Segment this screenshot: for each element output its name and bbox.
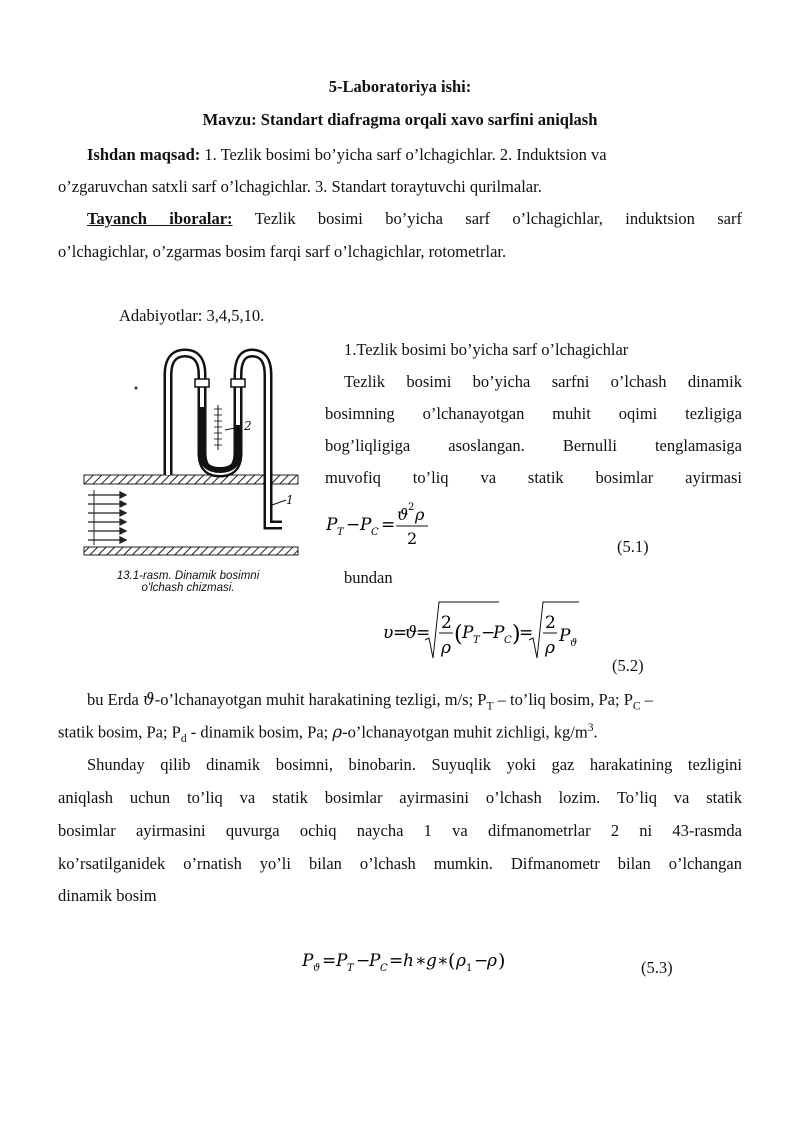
figure-label-1: 1 xyxy=(286,493,294,507)
where-text-1: -o’lchanayotgan muhit harakatining tezligi, m/s; P xyxy=(154,690,487,709)
para-line-1: Tezlik bosimi bo’yicha sarfni o’lchash dinamik xyxy=(344,372,742,391)
bundan-text: bundan xyxy=(344,568,393,587)
svg-text:=: = xyxy=(381,515,396,535)
keywords-line-2: o’lchagichlar, o’zgarmas bosim farqi sarf o’lchagichlar, rotometrlar. xyxy=(58,242,507,261)
rho-symbol: ρ xyxy=(332,722,343,742)
keywords-text-1: Tezlik bosimi bo’yicha sarf o’lchagichlar, induktsion sarf xyxy=(254,209,742,228)
svg-text:−: − xyxy=(356,951,371,971)
para2-line-1: Shunday qilib dinamik bosimni, binobarin. Suyuqlik yoki gaz harakatining tezligini xyxy=(87,755,742,774)
equation-5-2-number: (5.2) xyxy=(612,656,644,675)
svg-text:(: ( xyxy=(454,622,463,647)
svg-text:∗: ∗ xyxy=(415,951,427,971)
svg-text:ϑ: ϑ xyxy=(570,638,578,649)
svg-text:−: − xyxy=(481,623,496,643)
svg-text:=: = xyxy=(389,951,404,971)
equation-5-1-number: (5.1) xyxy=(617,537,649,556)
figure-label-2: 2 xyxy=(244,419,252,433)
svg-text:ϑ: ϑ xyxy=(397,505,409,524)
equation-5-2-graphic xyxy=(383,596,593,668)
svg-text:P: P xyxy=(302,951,314,971)
section-heading: 1.Tezlik bosimi bo’yicha sarf o’lchagichlar xyxy=(344,340,629,359)
svg-text:−: − xyxy=(474,951,489,971)
theta-symbol: ϑ xyxy=(142,690,155,709)
svg-text:P: P xyxy=(369,951,381,971)
where-text-2c: -o’lchanayotgan muhit zichligi, kg/m xyxy=(342,722,588,742)
svg-text:2: 2 xyxy=(407,529,418,548)
aim-text-1: 1. Tezlik bosimi bo’yicha sarf o’lchagichlar. 2. Induktsion va xyxy=(204,145,607,164)
svg-text:∗: ∗ xyxy=(437,951,449,971)
pitot-tube-diagram xyxy=(80,335,305,597)
figure-caption xyxy=(88,570,288,594)
svg-text:P: P xyxy=(336,951,348,971)
where-text-1c: – xyxy=(640,690,653,709)
svg-text:2: 2 xyxy=(441,613,452,633)
equation-5-3-graphic xyxy=(300,946,540,978)
svg-text:g: g xyxy=(426,951,437,971)
svg-text:): ) xyxy=(498,950,506,972)
where-text-1b: – to’liq bosim, Pa; P xyxy=(493,690,633,709)
svg-text:1: 1 xyxy=(466,963,473,974)
svg-text:P: P xyxy=(559,626,571,646)
svg-text:ρ: ρ xyxy=(487,951,497,971)
where-text-2: statik bosim, Pa; P xyxy=(58,722,181,742)
aim-label: Ishdan maqsad: xyxy=(87,145,201,164)
svg-text:ϑ: ϑ xyxy=(313,963,321,974)
svg-text:T: T xyxy=(473,635,480,646)
where-prefix: bu Erda xyxy=(87,690,139,709)
equation-5-3 xyxy=(300,946,540,978)
caption-line-2: o'lchash chizmasi. xyxy=(141,582,235,594)
lab-title: 5-Laboratoriya ishi: xyxy=(328,77,472,96)
svg-text:(: ( xyxy=(448,950,456,972)
svg-text:ρ: ρ xyxy=(415,505,425,524)
aim-line-2: o’zgaruvchan satxli sarf o’lchagichlar. 3. Standart toraytuvchi qurilmalar. xyxy=(58,177,542,196)
where-line-2: statik bosim, Pa; $P_d$ - dinamik bosim, Pa; ρ-o’lchanayotgan muhit zichligi, $kg/m^3$. xyxy=(58,722,598,745)
svg-text:υ: υ xyxy=(383,623,394,643)
svg-text:ρ: ρ xyxy=(441,638,451,658)
svg-text:T: T xyxy=(347,963,354,974)
svg-text:ϑ: ϑ xyxy=(405,623,418,643)
figure-diagram xyxy=(80,335,305,597)
svg-text:C: C xyxy=(504,635,512,646)
equation-5-1-graphic xyxy=(326,498,466,554)
where-line-1: bu Erda ϑ-o’lchanayotgan muhit harakatining tezligi, m/s; $P_T$ – to’liq bosim, Pa; $P_C$ – xyxy=(87,690,653,713)
keywords-line-1 xyxy=(87,209,742,229)
svg-text:−: − xyxy=(346,515,361,535)
para-line-2: bosimning o’lchanayotgan muhit oqimi tezligiga xyxy=(325,404,742,423)
svg-text:2: 2 xyxy=(545,613,556,633)
references: Adabiyotlar: 3,4,5,10. xyxy=(119,306,265,325)
where-text-2b: - dinamik bosim, Pa; xyxy=(186,722,329,742)
svg-text:=: = xyxy=(416,623,431,643)
aim-line-1 xyxy=(87,145,747,165)
equation-5-2 xyxy=(383,596,593,668)
svg-text:P: P xyxy=(462,623,474,643)
svg-text:C: C xyxy=(380,963,388,974)
equation-5-1 xyxy=(326,498,466,554)
svg-text:h: h xyxy=(403,951,414,971)
para2-line-5: dinamik bosim xyxy=(58,886,157,905)
svg-text:ρ: ρ xyxy=(545,638,555,658)
svg-text:): ) xyxy=(512,622,521,647)
svg-text:2: 2 xyxy=(408,502,415,513)
svg-text:ρ: ρ xyxy=(456,951,466,971)
svg-text:=: = xyxy=(393,623,408,643)
para2-line-3: bosimlar ayirmasini quvurga ochiq naycha 1 va difmanometrlar 2 ni 43-rasmda xyxy=(58,821,742,840)
svg-text:P: P xyxy=(360,515,372,535)
para-line-3: bog’liqligiga asoslangan. Bernulli tenglamasiga xyxy=(325,436,742,455)
topic-title: Mavzu: Standart diafragma orqali xavo sarfini aniqlash xyxy=(202,110,598,129)
svg-text:C: C xyxy=(371,527,379,538)
svg-text:P: P xyxy=(493,623,505,643)
para2-line-4: ko’rsatilganidek o’rnatish yo’li bilan o’lchash mumkin. Difmanometr bilan o’lchangan xyxy=(58,854,742,873)
svg-text:P: P xyxy=(326,515,338,535)
caption-line-1: 13.1-rasm. Dinamik bosimni xyxy=(116,570,260,582)
svg-text:=: = xyxy=(519,623,534,643)
para2-line-2: aniqlash uchun to’liq va statik bosimlar ayirmasini o’lchash lozim. To’liq va statik xyxy=(58,788,742,807)
svg-text:T: T xyxy=(337,527,344,538)
equation-5-3-number: (5.3) xyxy=(641,958,673,977)
para-line-4: muvofiq to’liq va statik bosimlar ayirmasi xyxy=(325,468,742,487)
svg-text:=: = xyxy=(322,951,337,971)
keywords-label: Tayanch iboralar: xyxy=(87,209,233,228)
